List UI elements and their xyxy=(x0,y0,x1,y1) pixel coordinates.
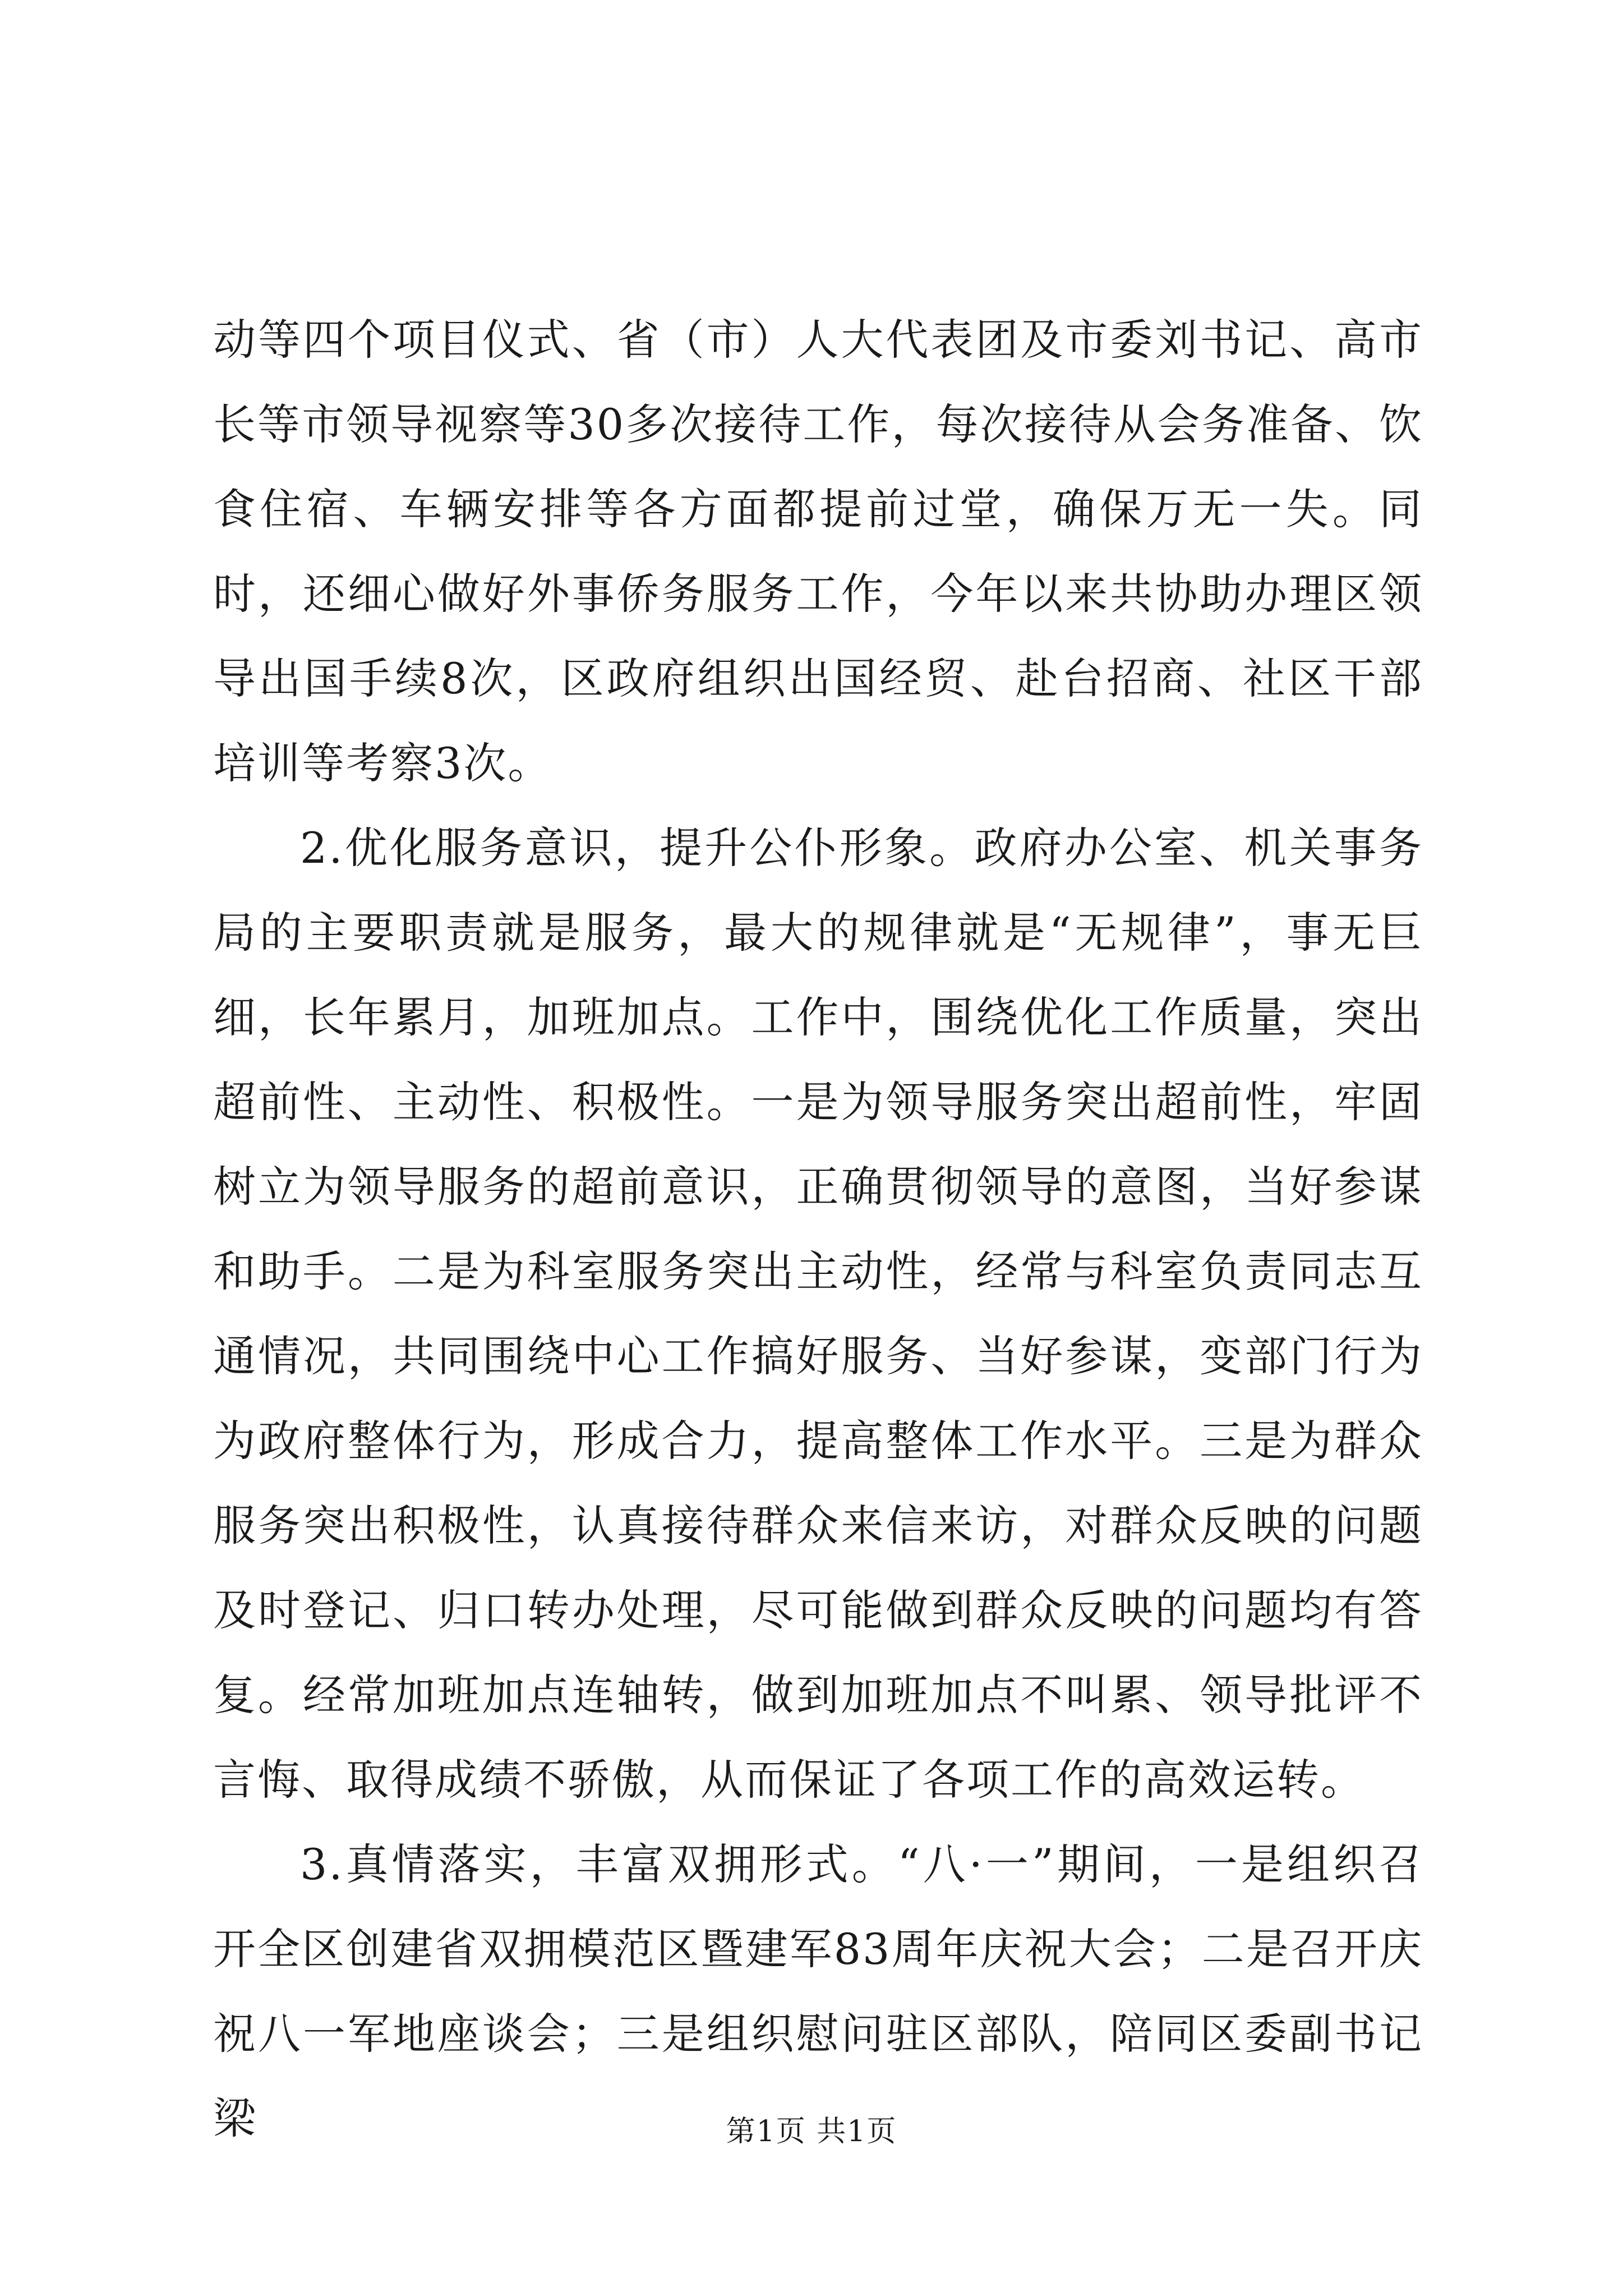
page-number-footer: 第1页 共1页 xyxy=(726,2115,897,2148)
document-body xyxy=(213,297,1423,2161)
paragraph-service-awareness: 2.优化服务意识，提升公仆形象。政府办公室、机关事务局的主要职责就是服务，最大的规律就是“无规律”，事无巨细，长年累月，加班加点。工作中，围绕优化工作质量，突出超前性、主动性、积极性。一是为领导服务突出超前性，牢固树立为领导服务的超前意识，正确贯彻领导的意图，当好参谋和助手。二是为科室服务突出主动性，经常与科室负责同志互通情况，共同围绕中心工作搞好服务、当好参谋，变部门行为为政府整体行为，形成合力，提高整体工作水平。三是为群众服务突出积极性，认真接待群众来信来访，对群众反映的问题及时登记、归口转办处理，尽可能做到群众反映的问题均有答复。经常加班加点连轴转，做到加班加点不叫累、领导批评不言悔、取得成绩不骄傲，从而保证了各项工作的高效运转。 xyxy=(213,823,1423,1805)
paragraph-double-support: 3.真情落实，丰富双拥形式。“八·一”期间，一是组织召开全区创建省双拥模范区暨建军83周年庆祝大会；二是召开庆祝八一军地座谈会；三是组织慰问驻区部队，陪同区委副书记梁 xyxy=(213,1839,1423,2143)
paragraph-reception-work: 动等四个项目仪式、省（市）人大代表团及市委刘书记、高市长等市领导视察等30多次接待工作，每次接待从会务准备、饮食住宿、车辆安排等各方面都提前过堂，确保万无一失。同时，还细心做好外事侨务服务工作，今年以来共协助办理区领导出国手续8次，区政府组织出国经贸、赴台招商、社区干部培训等考察3次。 xyxy=(213,315,1423,788)
